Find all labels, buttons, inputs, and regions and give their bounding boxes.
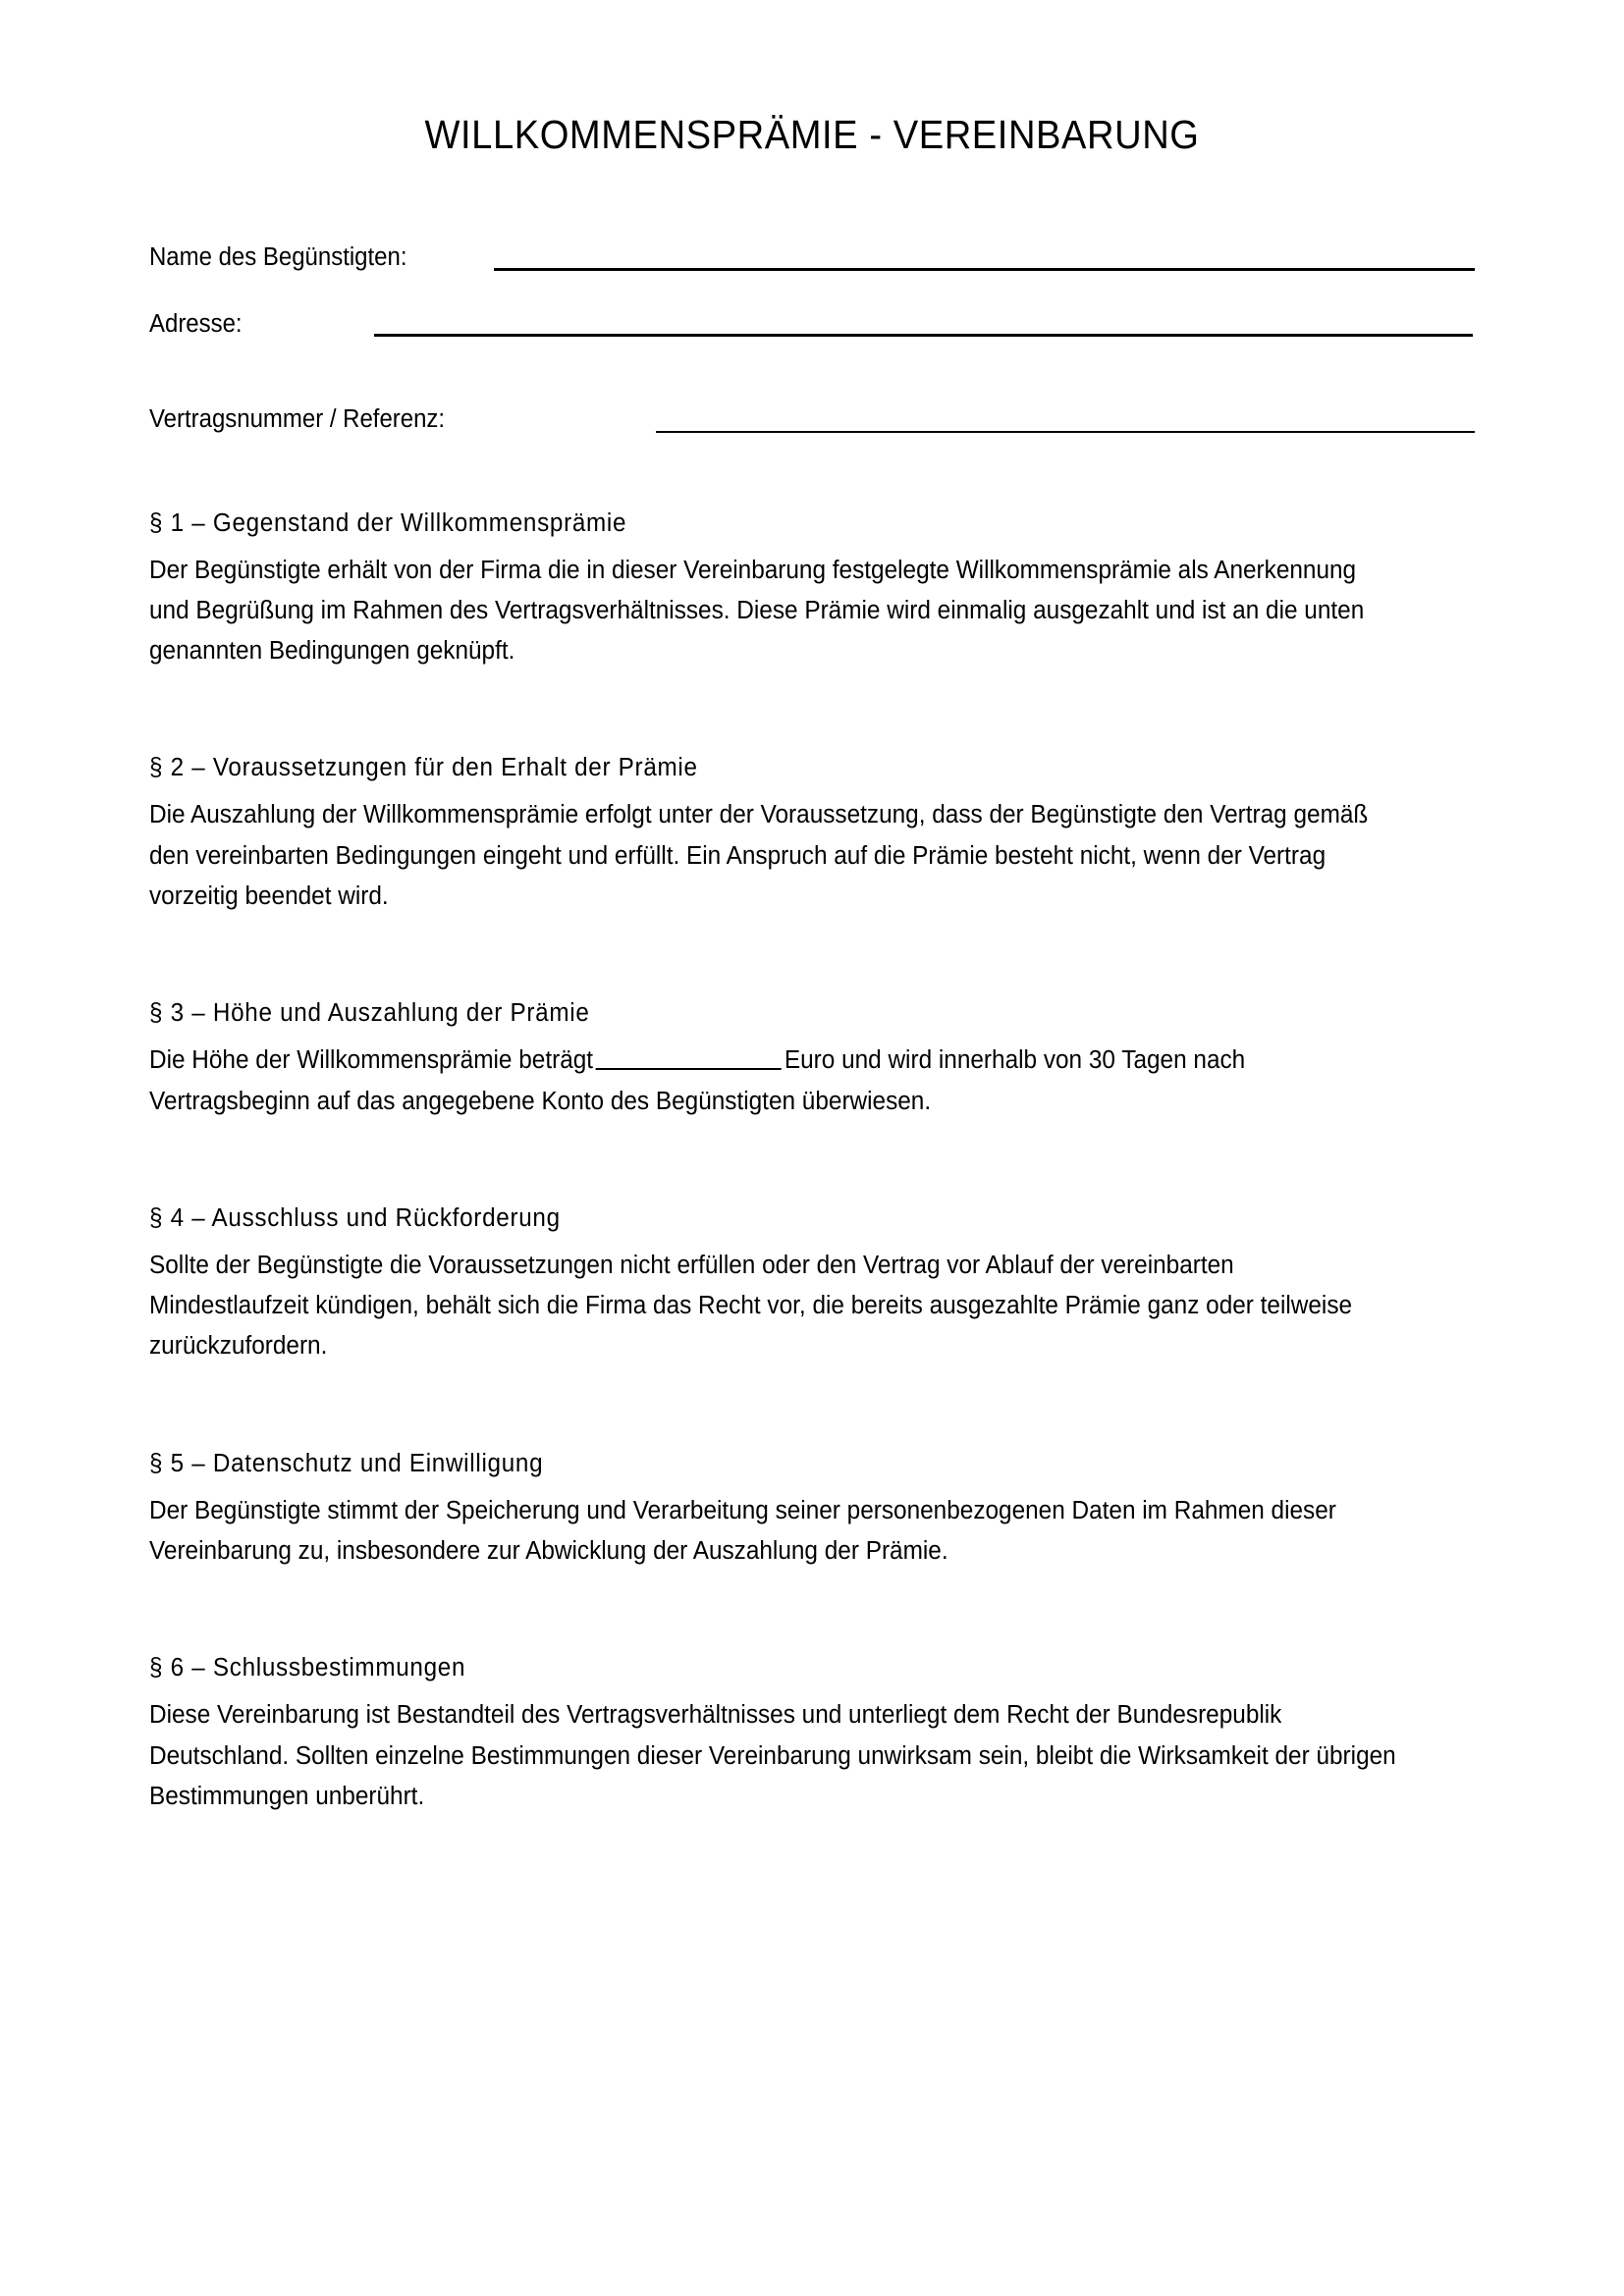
form-fields-block: [149, 245, 1475, 435]
section-2: [149, 754, 1475, 917]
form-row-address: [149, 309, 1475, 340]
section-1-body: Der Begünstigte erhält von der Firma die in dieser Vereinbarung festgelegte Willkommensprämie als Anerkennung und Begrüßung im Rahmen des Vertragsverhältnisses. Diese Prämie wird einmalig ausgezahlt und ist an die unten genannten Bedingungen geknüpft.: [149, 556, 1365, 666]
section-6-heading: § 6 – Schlussbestimmungen: [149, 1654, 466, 1682]
section-5-body: Der Begünstigte stimmt der Speicherung und Verarbeitung seiner personenbezogenen Daten im Rahmen dieser Vereinbarung zu, insbesondere zur Abwicklung der Auszahlung der Prämie.: [149, 1496, 1336, 1566]
document-content: [149, 0, 1475, 1817]
section-3-body-before-blank: Die Höhe der Willkommensprämie beträgt: [149, 1046, 594, 1075]
section-4-body: Sollte der Begünstigte die Voraussetzungen nicht erfüllen oder den Vertrag vor Ablauf der vereinbarten Mindestlaufzeit kündigen, behält sich die Firma das Recht vor, die bereits ausgezahlte Prämie ganz oder teilweise zurückzufordern.: [149, 1251, 1353, 1361]
section-2-body: Die Auszahlung der Willkommensprämie erfolgt unter der Voraussetzung, dass der Begünstigte den Vertrag gemäß den vereinbarten Bedingungen eingeht und erfüllt. Ein Anspruch auf die Prämie besteht nicht, wenn der Vertrag vorzeitig beendet wird.: [149, 801, 1369, 910]
section-3-heading: § 3 – Höhe und Auszahlung der Prämie: [149, 999, 590, 1028]
section-1: [149, 509, 1475, 672]
section-4-heading: § 4 – Ausschluss und Rückforderung: [149, 1203, 561, 1232]
page-title: WILLKOMMENSPRÄMIE - VEREINBARUNG: [424, 112, 1200, 157]
form-label-address: Adresse:: [149, 309, 243, 338]
section-3: [149, 999, 1475, 1122]
section-3-body: [149, 1041, 1396, 1122]
form-row-name: [149, 245, 1475, 273]
section-6-body: Diese Vereinbarung ist Bestandteil des Vertragsverhältnisses und unterliegt dem Recht der Bundesrepublik Deutschland. Sollten einzelne Bestimmungen dieser Vereinbarung unwirksam sein, bleibt die Wirksamkeit der übrigen Bestimmungen unberührt.: [149, 1701, 1396, 1810]
form-input-contract-number[interactable]: [656, 431, 1475, 433]
section-5: [149, 1450, 1475, 1573]
section-2-heading: § 2 – Voraussetzungen für den Erhalt der Prämie: [149, 754, 698, 782]
form-label-contract-number: Vertragsnummer / Referenz:: [149, 405, 446, 433]
sections-container: [149, 509, 1475, 1818]
form-row-contract-number: [149, 407, 1475, 435]
form-input-address[interactable]: [374, 334, 1473, 337]
form-label-name: Name des Begünstigten:: [149, 243, 407, 271]
section-4: [149, 1204, 1475, 1367]
section-6: [149, 1654, 1475, 1817]
section-5-heading: § 5 – Datenschutz und Einwilligung: [149, 1449, 544, 1477]
section-3-body-after-blank: Euro und wird innerhalb von 30 Tagen nach Vertragsbeginn auf das angegebene Konto des Begünstigten überwiesen.: [149, 1046, 1246, 1115]
section-1-heading: § 1 – Gegenstand der Willkommensprämie: [149, 508, 627, 537]
amount-blank-field[interactable]: [596, 1047, 782, 1070]
form-input-name[interactable]: [494, 268, 1475, 271]
